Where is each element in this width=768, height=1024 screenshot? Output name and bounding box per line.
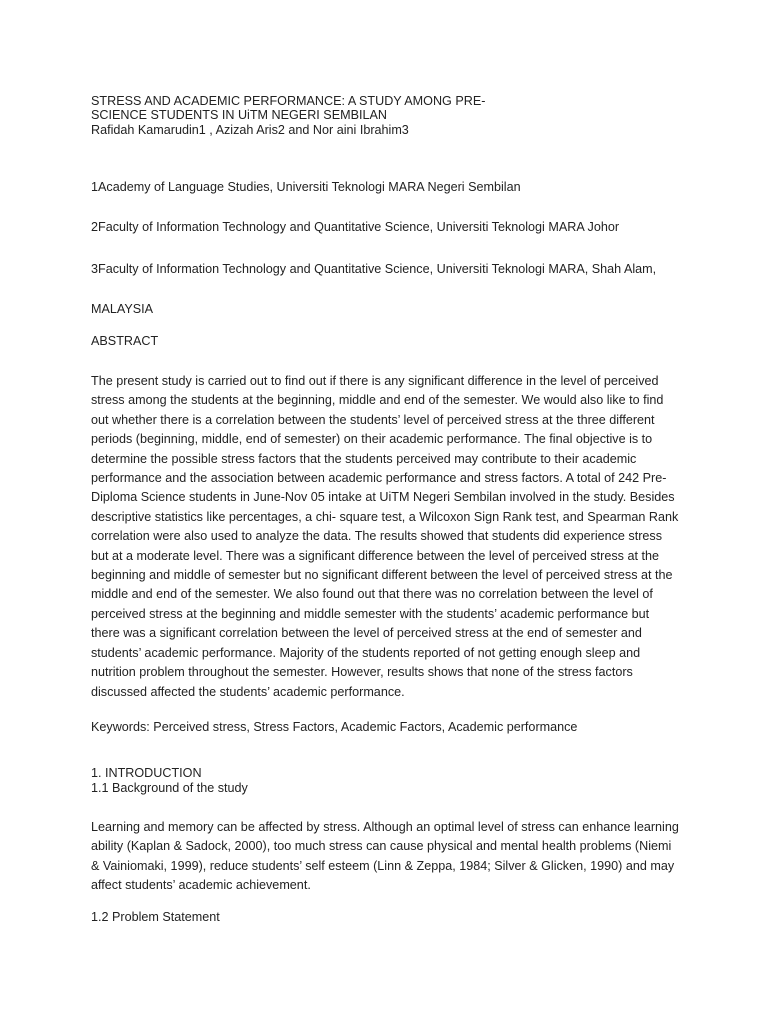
- subsection-heading-problem-statement: 1.2 Problem Statement: [91, 910, 220, 924]
- document-page: [91, 0, 681, 1024]
- section-heading-introduction: 1. INTRODUCTION: [91, 766, 202, 780]
- abstract-line: there was a significant correlation between the level of perceived stress at the end of semester and: [91, 626, 642, 641]
- abstract-line: nutrition problem throughout the semester. However, results shows that none of the stress factors: [91, 665, 633, 680]
- abstract-line: The present study is carried out to find out if there is any significant difference in the level of perceived: [91, 374, 659, 388]
- abstract-line: determine the possible stress factors that the students perceived may contribute to their academic: [91, 451, 637, 466]
- intro-line: ability (Kaplan & Sadock, 2000), too much stress can cause physical and mental health problems (Niemi: [91, 839, 672, 854]
- author-list: Rafidah Kamarudin1 , Azizah Aris2 and Nor aini Ibrahim3: [91, 123, 409, 137]
- intro-line: affect students’ academic achievement.: [91, 878, 311, 893]
- abstract-line: descriptive statistics like percentages, a chi- square test, a Wilcoxon Sign Rank test, and Spearman Rank: [91, 509, 679, 524]
- abstract-line: beginning and middle of semester but no significant different between the level of perceived stress at the: [91, 568, 673, 583]
- paper-title-line-1: STRESS AND ACADEMIC PERFORMANCE: A STUDY AMONG PRE-: [91, 94, 486, 108]
- affiliation-3: 3Faculty of Information Technology and Quantitative Science, Universiti Teknologi MARA, Shah Alam,: [91, 262, 657, 276]
- affiliation-1: 1Academy of Language Studies, Universiti Teknologi MARA Negeri Sembilan: [91, 180, 521, 194]
- abstract-paragraph: [91, 372, 681, 702]
- paper-title-line-2: SCIENCE STUDENTS IN UiTM NEGERI SEMBILAN: [91, 108, 387, 122]
- abstract-line: correlation were also used to analyze the data. The results showed that students did experience stress: [91, 529, 663, 544]
- keywords-line: Keywords: Perceived stress, Stress Factors, Academic Factors, Academic performance: [91, 720, 578, 734]
- abstract-heading: ABSTRACT: [91, 334, 159, 348]
- affiliation-2: 2Faculty of Information Technology and Quantitative Science, Universiti Teknologi MARA Johor: [91, 220, 620, 234]
- abstract-line: students’ academic performance. Majority of the students reported of not getting enough sleep and: [91, 645, 641, 660]
- intro-line: Learning and memory can be affected by stress. Although an optimal level of stress can enhance learning: [91, 820, 679, 834]
- abstract-line: periods (beginning, middle, end of semester) on their academic performance. The final objective is to: [91, 432, 653, 447]
- abstract-line: discussed affected the students’ academic performance.: [91, 684, 405, 699]
- intro-line: & Vainiomaki, 1999), reduce students’ self esteem (Linn & Zeppa, 1984; Silver & Glicken, 1990) and may: [91, 858, 675, 873]
- abstract-line: Diploma Science students in June-Nov 05 intake at UiTM Negeri Sembilan involved in the study. Besides: [91, 490, 675, 505]
- abstract-line: middle and end of the semester. We also found out that there was no correlation between the level of: [91, 587, 653, 602]
- introduction-paragraph: [91, 818, 681, 896]
- subsection-heading-background: 1.1 Background of the study: [91, 781, 248, 795]
- abstract-line: stress among the students at the beginning, middle and end of the semester. We would also like to find: [91, 393, 664, 408]
- abstract-line: perceived stress at the beginning and middle semester with the students’ academic performance but: [91, 606, 650, 621]
- country-line: MALAYSIA: [91, 302, 154, 316]
- abstract-line: performance and the association between academic performance and stress factors. A total of 242 Pre-: [91, 471, 667, 486]
- abstract-line: but at a moderate level. There was a significant difference between the level of perceived stress at the: [91, 548, 659, 563]
- abstract-line: out whether there is a correlation between the students’ level of perceived stress at the three different: [91, 412, 655, 427]
